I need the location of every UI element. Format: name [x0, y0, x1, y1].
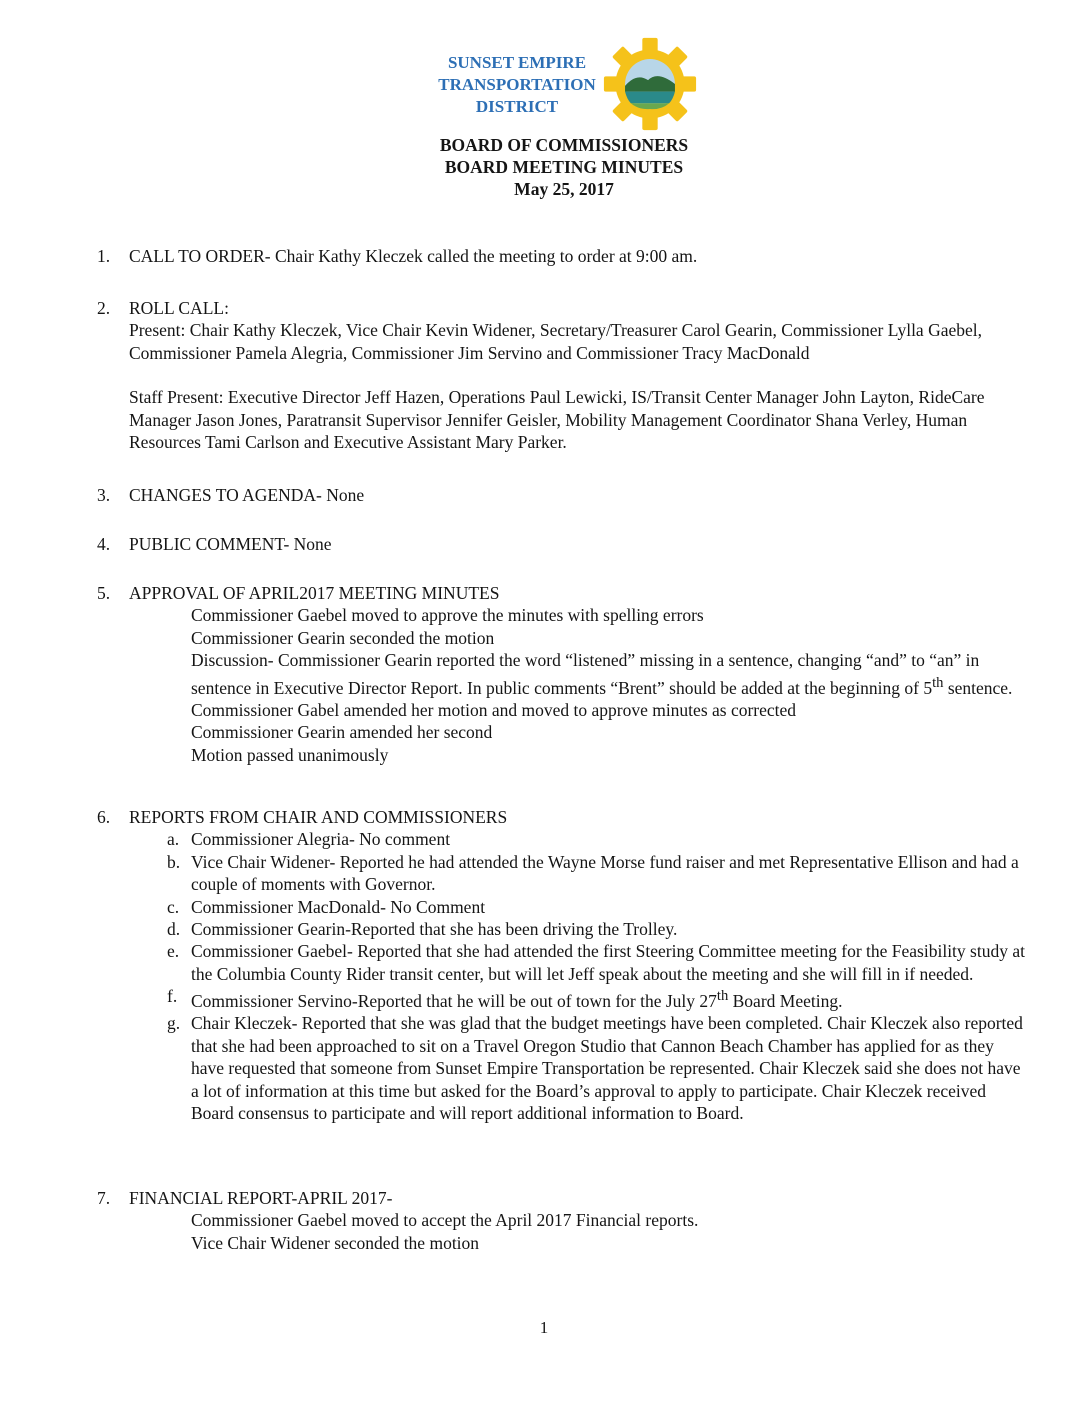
section-title: FINANCIAL REPORT-APRIL 2017- — [129, 1188, 393, 1208]
list-letter: f. — [167, 986, 178, 1007]
logo-line-2: TRANSPORTATION — [438, 75, 596, 94]
report-list — [167, 828, 1027, 1124]
section-changes-to-agenda — [97, 484, 1027, 506]
list-item — [167, 851, 1027, 896]
section-number: 3. — [97, 485, 111, 505]
minutes-line: Commissioner Gearin seconded the motion — [191, 627, 495, 648]
page-number: 1 — [539, 1318, 549, 1337]
minutes-line: Motion passed unanimously — [191, 744, 389, 765]
section-text: CHANGES TO AGENDA- None — [129, 485, 365, 505]
report-text: Commissioner Servino-Reported that he will be out of town for the July 27 — [191, 991, 717, 1012]
section-text: CALL TO ORDER- Chair Kathy Kleczek called the meeting to order at 9:00 am. — [129, 246, 698, 266]
financial-line: Vice Chair Widener seconded the motion — [191, 1232, 480, 1253]
section-text: PUBLIC COMMENT- None — [129, 534, 332, 554]
section-roll-call — [97, 297, 1027, 453]
minutes-line: Commissioner Gabel amended her motion and moved to approve minutes as corrected — [191, 699, 797, 720]
header-title-1: BOARD OF COMMISSIONERS — [439, 135, 689, 155]
section-number: 7. — [97, 1188, 111, 1208]
list-letter: c. — [167, 896, 180, 917]
header-title-2: BOARD MEETING MINUTES — [444, 157, 684, 177]
section-call-to-order — [97, 245, 1027, 267]
present-list: Present: Chair Kathy Kleczek, Vice Chair Kevin Widener, Secretary/Treasurer Carol Gearin, Commissioner Lylla Gaebel, Commissioner Pamela Alegria, Commissioner Jim Servino and Commissioner Tracy MacDonald — [129, 320, 983, 363]
document-header — [344, 134, 784, 200]
minutes-line: Commissioner Gaebel moved to approve the minutes with spelling errors — [191, 605, 704, 626]
section-number: 5. — [97, 583, 111, 603]
list-letter: a. — [167, 829, 180, 850]
report-text: Commissioner Gearin-Reported that she has been driving the Trolley. — [191, 919, 678, 940]
staff-present-list: Staff Present: Executive Director Jeff Hazen, Operations Paul Lewicki, IS/Transit Center Manager John Layton, RideCare Manager Jason Jones, Paratransit Supervisor Jennifer Geisler, Mobility Management Coordinator Shana Verley, Human Resources Tami Carlson and Executive Assistant Mary Parker. — [129, 387, 985, 453]
minutes-line: Commissioner Gearin amended her second — [191, 722, 493, 743]
logo-line-1: SUNSET EMPIRE — [447, 53, 587, 72]
section-title: REPORTS FROM CHAIR AND COMMISSIONERS — [129, 807, 508, 827]
meeting-date: May 25, 2017 — [514, 179, 614, 199]
section-number: 1. — [97, 246, 111, 266]
report-text: Vice Chair Widener- Reported he had attended the Wayne Morse fund raiser and met Representative Ellison and had a couple of moments with Governor. — [191, 851, 1019, 895]
list-item — [167, 1012, 1027, 1124]
report-text-end: Board Meeting. — [728, 991, 843, 1012]
section-title: APPROVAL OF APRIL2017 MEETING MINUTES — [129, 583, 500, 603]
section-number: 6. — [97, 807, 111, 827]
list-item — [167, 896, 1027, 918]
discussion-text: Discussion- Commissioner Gearin reported the word “listened” missing in a sentence, changing “and” to “an” in sentence in Executive Director Report. In public comments “Brent” should be added at the beginning of 5 — [191, 650, 980, 698]
section-number: 2. — [97, 298, 111, 318]
report-text: Commissioner Gaebel- Reported that she had attended the first Steering Committee meeting for the Feasibility study at the Columbia County Rider transit center, but will let Jeff speak about the meeting and she will fill in if needed. — [191, 941, 1025, 984]
report-text: Commissioner Alegria- No comment — [191, 829, 451, 850]
list-item — [167, 985, 1027, 1012]
list-letter: d. — [167, 919, 181, 940]
minutes-discussion — [191, 649, 1027, 699]
list-item — [167, 918, 1027, 940]
list-item — [167, 940, 1027, 985]
discussion-text-end: sentence. — [943, 677, 1013, 698]
logo-line-3: DISTRICT — [475, 97, 559, 116]
superscript: th — [716, 988, 729, 1005]
report-text: Commissioner MacDonald- No Comment — [191, 896, 486, 917]
list-letter: g. — [167, 1013, 181, 1034]
section-approval-minutes — [97, 582, 1027, 766]
superscript: th — [932, 674, 944, 691]
list-letter: b. — [167, 851, 181, 872]
gear-landscape-icon — [602, 36, 698, 132]
section-reports — [97, 806, 1027, 1125]
section-public-comment — [97, 533, 1027, 555]
list-item — [167, 828, 1027, 850]
section-financial-report — [97, 1187, 1027, 1254]
logo-text — [412, 52, 622, 118]
financial-line: Commissioner Gaebel moved to accept the April 2017 Financial reports. — [191, 1210, 699, 1231]
report-text: Chair Kleczek- Reported that she was glad that the budget meetings have been completed. Chair Kleczek also reported that she had been approached to sit on a Travel Oregon Studio that Cannon Beach Chamber has applied for as they have requested that someone from Sunset Empire Transportation be represented. Chair Kleczek said she does not have a lot of information at this time but asked for the Board’s approval to apply to participate. Chair Kleczek received Board consensus to participate and will report additional information to Board. — [191, 1013, 1023, 1124]
section-title: ROLL CALL: — [129, 298, 229, 318]
section-number: 4. — [97, 534, 111, 554]
list-letter: e. — [167, 941, 180, 962]
